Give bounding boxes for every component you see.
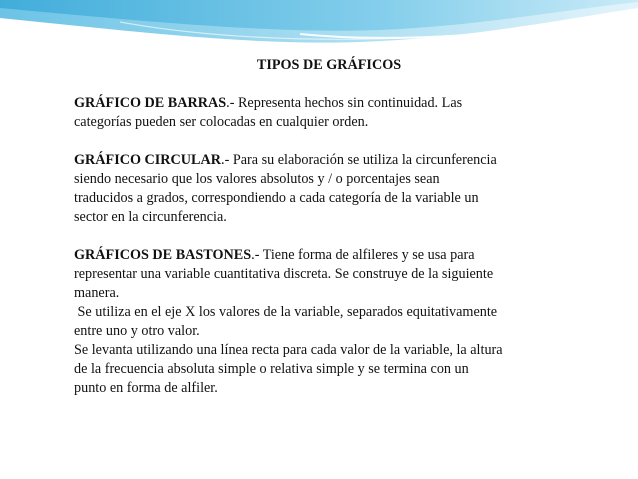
section-circular (74, 151, 604, 227)
bastones-term: GRÁFICOS DE BASTONES (74, 247, 252, 263)
bastones-text-7: de la frecuencia absoluta simple o relativa simple y se termina con un (74, 361, 469, 377)
bastones-text-5: entre uno y otro valor. (74, 323, 200, 339)
bastones-text-8: punto en forma de alfiler. (74, 380, 218, 396)
barras-term: GRÁFICO DE BARRAS (74, 95, 227, 111)
header-wave-decoration (0, 0, 638, 50)
barras-text-1: .- Representa hechos sin continuidad. Las (226, 95, 463, 111)
circular-text-1: .- Para su elaboración se utiliza la circunferencia (221, 152, 497, 168)
circular-text-3: traducidos a grados, correspondiendo a cada categoría de la variable un (74, 190, 479, 206)
slide-title: TIPOS DE GRÁFICOS (256, 57, 402, 73)
bastones-text-2: representar una variable cuantitativa discreta. Se construye de la siguiente (74, 266, 494, 282)
barras-text-2: categorías pueden ser colocadas en cualquier orden. (74, 114, 369, 130)
bastones-text-4: Se utiliza en el eje X los valores de la variable, separados equitativamente (74, 304, 498, 320)
circular-line-1 (74, 151, 604, 170)
bastones-text-1: .- Tiene forma de alfileres y se usa para (251, 247, 475, 263)
circular-text-2: siendo necesario que los valores absolutos y / o porcentajes sean (74, 171, 440, 187)
section-barras (74, 94, 604, 132)
bastones-text-3: manera. (74, 285, 120, 301)
section-bastones (74, 246, 604, 398)
circular-term: GRÁFICO CIRCULAR (74, 152, 222, 168)
bastones-line-1 (74, 246, 604, 265)
bastones-text-6: Se levanta utilizando una línea recta para cada valor de la variable, la altura (74, 342, 503, 358)
slide-body (74, 56, 604, 398)
barras-line-1 (74, 94, 604, 113)
circular-text-4: sector en la circunferencia. (74, 209, 227, 225)
